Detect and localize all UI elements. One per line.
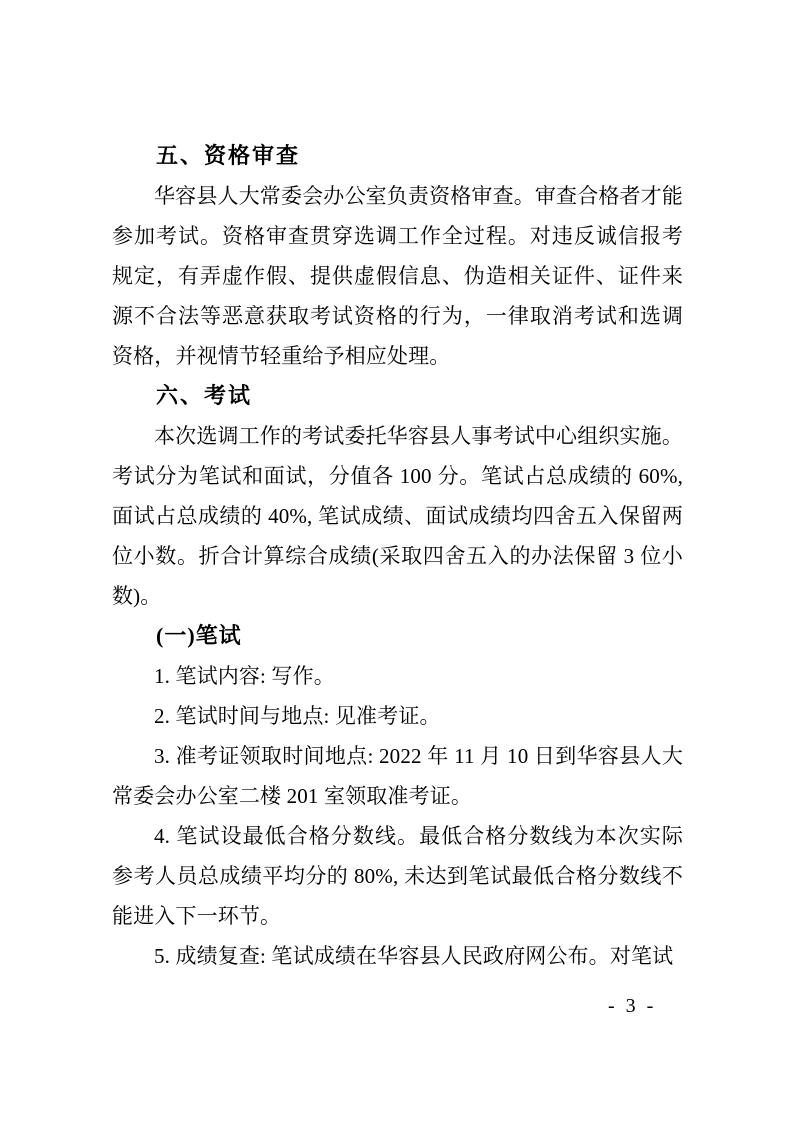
document-content: [112, 136, 683, 976]
written-test-item-1: 1. 笔试内容: 写作。: [154, 664, 335, 688]
written-test-item-2: 2. 笔试时间与地点: 见准考证。: [154, 704, 441, 728]
written-test-item-3: 3. 准考证领取时间地点: 2022 年 11 月 10 日到华容县人大常委会办公室二楼 201 室领取准考证。: [112, 744, 683, 808]
page-number: - 3 -: [608, 995, 657, 1017]
section-heading-examination: 六、考试: [156, 383, 253, 408]
subsection-heading-written-test: (一)笔试: [156, 623, 242, 648]
written-test-item-5: 5. 成绩复查: 笔试成绩在华容县人民政府网公布。对笔试: [154, 944, 674, 968]
section-heading-qualification-review: 五、资格审查: [156, 143, 301, 168]
written-test-item-4: 4. 笔试设最低合格分数线。最低合格分数线为本次实际参考人员总成绩平均分的 80%, 未达到笔试最低合格分数线不能进入下一环节。: [112, 824, 683, 928]
paragraph-examination: 本次选调工作的考试委托华容县人事考试中心组织实施。考试分为笔试和面试，分值各 100 分。笔试占总成绩的 60%, 面试占总成绩的 40%, 笔试成绩、面试成绩均四舍五入保留两位小数。折合计算综合成绩(采取四舍五入的办法保留 3 位小数)。: [112, 424, 683, 608]
paragraph-qualification-review: 华容县人大常委会办公室负责资格审查。审查合格者才能参加考试。资格审查贯穿选调工作全过程。对违反诚信报考规定，有弄虚作假、提供虚假信息、伪造相关证件、证件来源不合法等恶意获取考试资格的行为，一律取消考试和选调资格，并视情节轻重给予相应处理。: [112, 184, 683, 368]
